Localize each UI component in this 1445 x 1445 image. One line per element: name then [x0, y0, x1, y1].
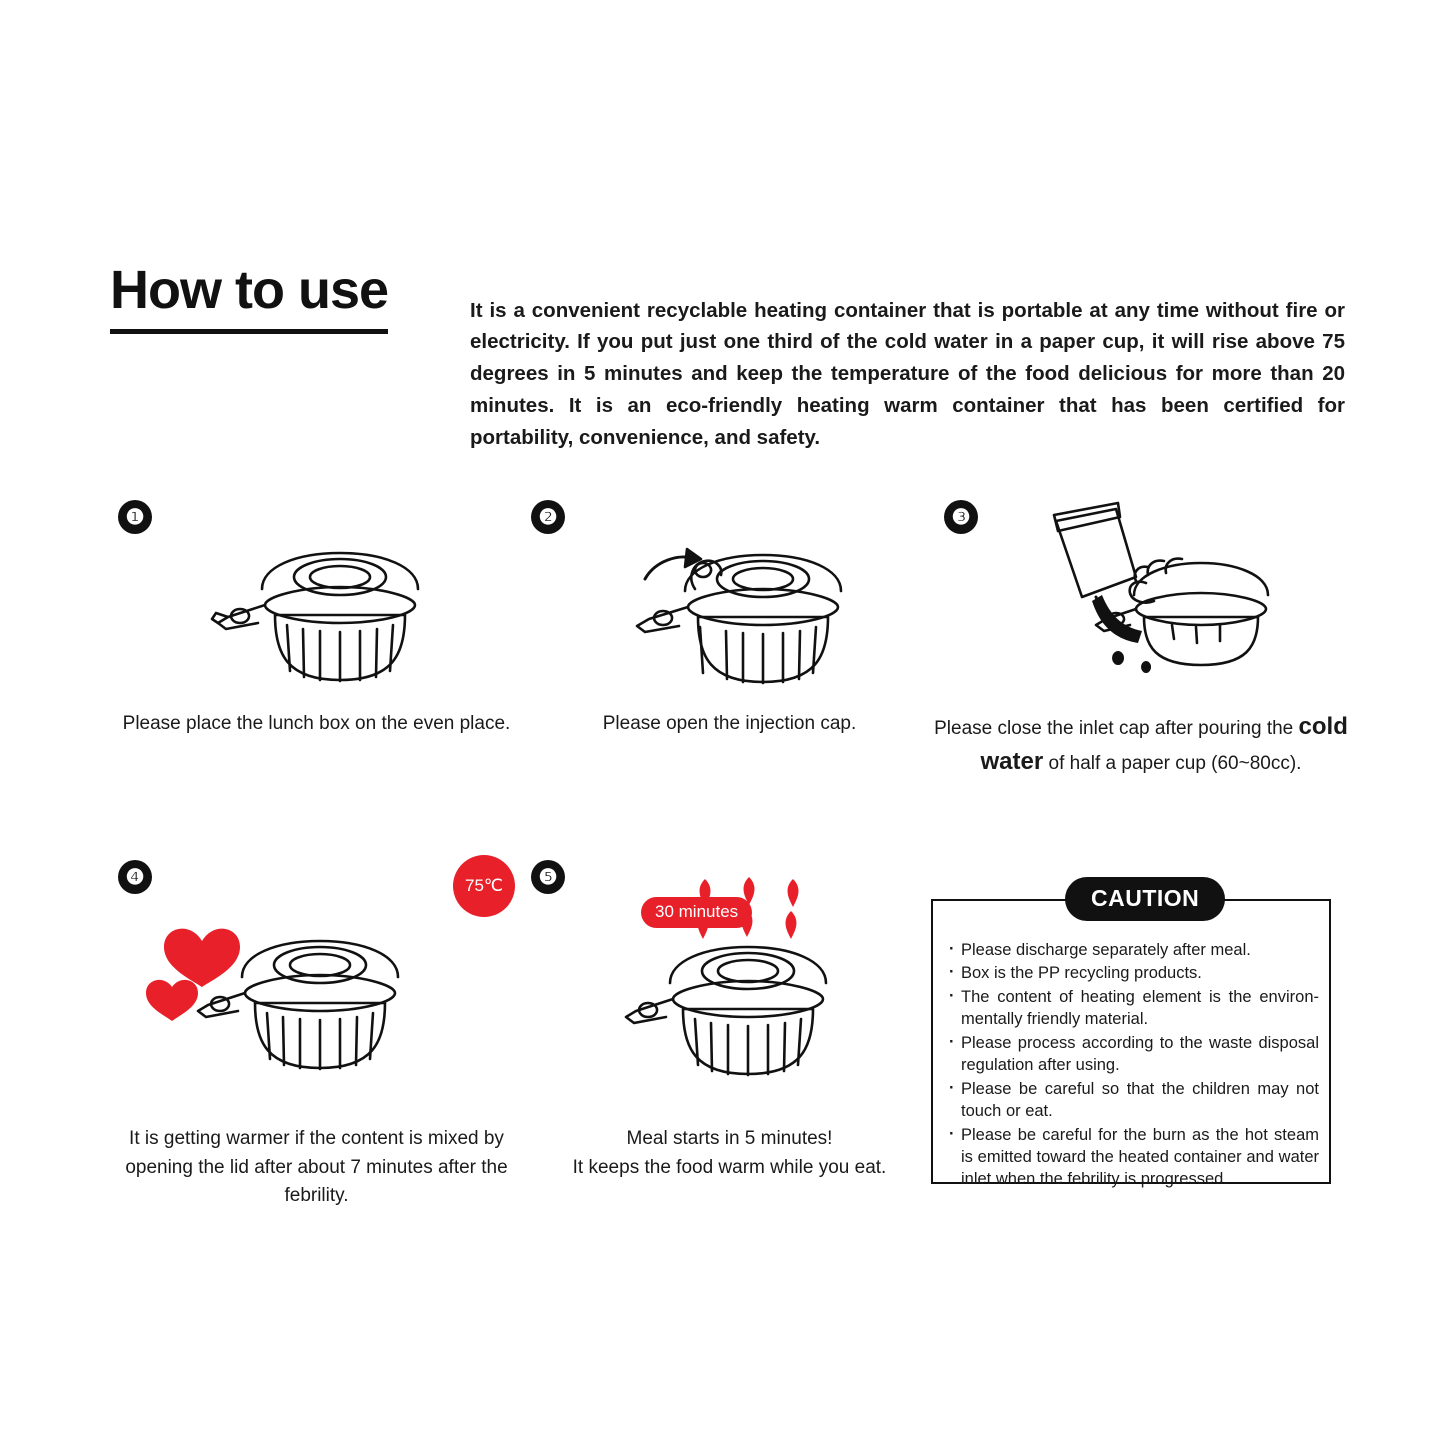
caution-box — [931, 885, 1331, 1189]
step-4 — [110, 855, 523, 1215]
step-5-caption — [518, 1125, 941, 1182]
steps-row-2 — [110, 855, 1350, 1215]
page-title: How to use — [110, 262, 388, 334]
step-1-number: ❶ — [118, 500, 152, 534]
step-2-caption: Please open the injection cap. — [602, 713, 857, 734]
caution-item: · Please process according to the waste disposal regulation after using. — [947, 1032, 1319, 1077]
caution-item: · The content of heating element is the environ- mentally friendly material. — [947, 986, 1319, 1031]
temperature-badge: 75℃ — [453, 855, 515, 917]
step-5-number: ❺ — [531, 860, 565, 894]
step-2 — [523, 495, 936, 835]
title-container — [110, 262, 470, 334]
step-3 — [936, 495, 1349, 835]
step-4-number: ❹ — [118, 860, 152, 894]
step-3-caption-part1: Please close the inlet cap after pouring the — [934, 718, 1299, 739]
lunch-box-closed-icon — [170, 505, 520, 705]
step-3-caption-strong: cold water — [980, 713, 1348, 775]
caution-section — [936, 855, 1349, 1215]
steps-row-1 — [110, 495, 1350, 835]
step-3-number: ❸ — [944, 500, 978, 534]
step-1-caption: Please place the lunch box on the even place. — [122, 713, 511, 734]
caution-list — [947, 939, 1319, 1192]
pouring-water-icon — [996, 505, 1346, 705]
intro-paragraph: It is a convenient recyclable heating container that is portable at any time without fire or electricity. If you put just one third of the cold water in a paper cup, it will rise above 75 degrees in 5 minutes and keep the temperature of the food delicious for more than 20 minutes. It is an eco-friendly heating warm container that has been certified for portability, convenience, and safety. — [470, 298, 1345, 449]
caution-item: · Please be careful so that the children may not touch or eat. — [947, 1078, 1319, 1123]
step-5-caption-line2: It keeps the food warm while you eat. — [572, 1156, 887, 1178]
steps-section — [110, 495, 1350, 1215]
caution-item: · Box is the PP recycling products. — [947, 962, 1319, 984]
step-3-caption-part2: of half a paper cup (60~80cc). — [1043, 752, 1302, 774]
duration-badge: 30 minutes — [641, 897, 752, 928]
caution-title: CAUTION — [1065, 877, 1225, 921]
caution-item: · Please discharge separately after meal. — [947, 939, 1319, 961]
caution-item: · Please be careful for the burn as the hot steam is emitted toward the heated container and water inlet when the febrility is progressed. — [947, 1124, 1319, 1191]
step-4-caption: It is getting warmer if the content is mixed by opening the lid after about 7 minutes after the febrility. — [125, 1128, 508, 1206]
step-3-caption — [926, 710, 1356, 780]
step-5 — [523, 855, 936, 1215]
step-5-caption-line1: Meal starts in 5 minutes! — [626, 1128, 833, 1149]
step-2-number: ❷ — [531, 500, 565, 534]
lunch-box-cap-open-icon — [583, 505, 933, 705]
step-1 — [110, 495, 523, 835]
header — [110, 262, 1350, 474]
